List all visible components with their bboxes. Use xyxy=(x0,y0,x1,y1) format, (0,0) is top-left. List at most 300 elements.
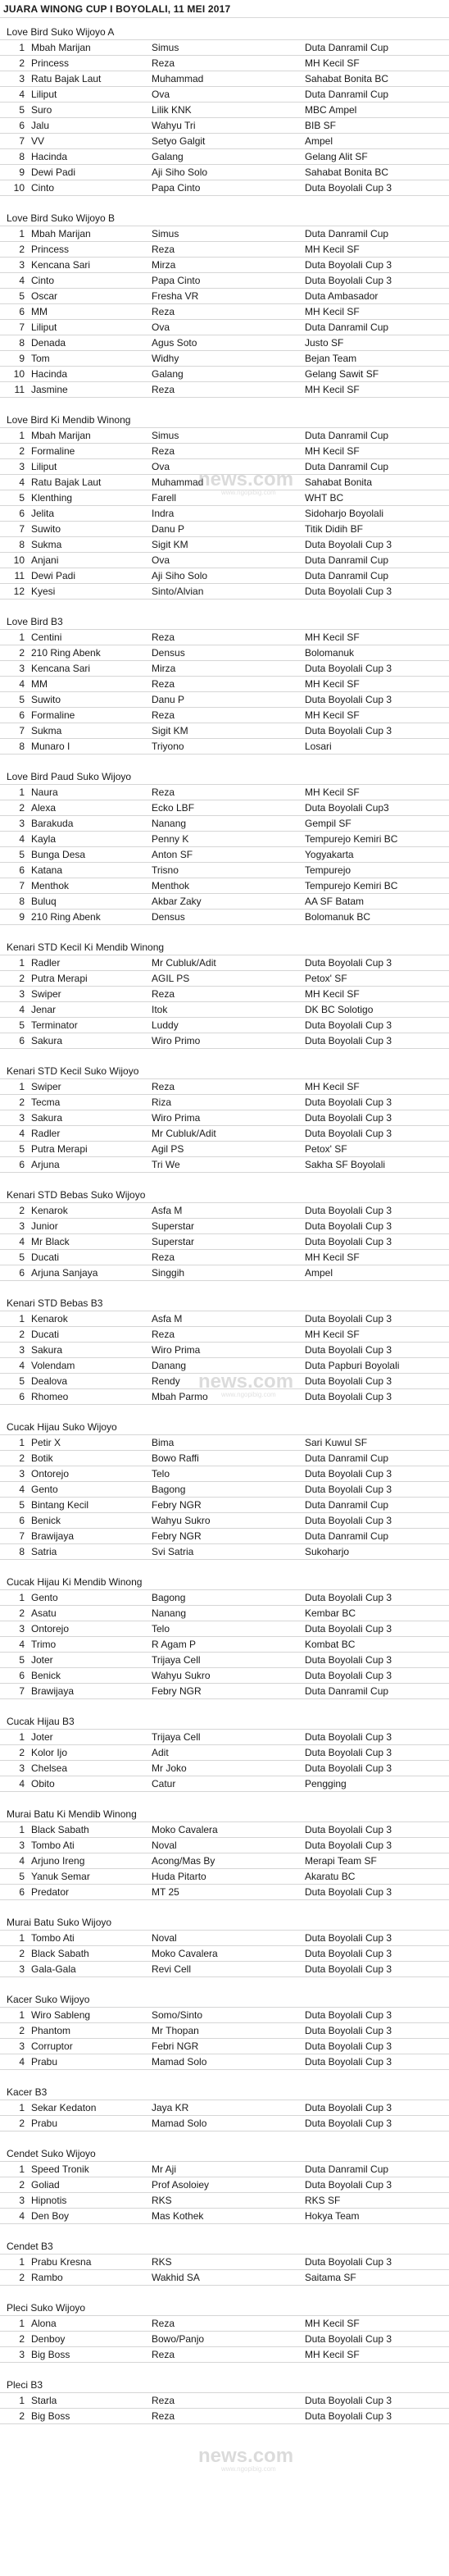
table-row xyxy=(0,738,449,755)
team-cell: MH Kecil SF xyxy=(305,244,360,255)
rank-cell: 9 xyxy=(19,166,25,178)
rank-cell: 7 xyxy=(19,1530,25,1542)
section-title: Murai Batu Suko Wijoyo xyxy=(7,1917,112,1928)
table-row xyxy=(0,164,449,180)
section-title: Pleci B3 xyxy=(7,2379,43,2391)
owner-cell: RKS xyxy=(152,2195,172,2206)
owner-cell: Riza xyxy=(152,1097,172,1108)
watermark-logo xyxy=(167,2440,311,2476)
team-cell: BIB SF xyxy=(305,120,337,131)
owner-cell: Jaya KR xyxy=(152,2102,189,2113)
bird-name-cell: Arjuna Sanjaya xyxy=(31,1267,98,1279)
team-cell: Duta Boyolali Cup 3 xyxy=(305,1515,392,1526)
owner-cell: Reza xyxy=(152,678,175,690)
rank-cell: 1 xyxy=(19,1592,25,1603)
results-section xyxy=(0,413,449,600)
owner-cell: Densus xyxy=(152,647,185,659)
team-cell: Bolomanuk xyxy=(305,647,355,659)
bird-name-cell: Denboy xyxy=(31,2333,66,2345)
bird-name-cell: Kencana Sari xyxy=(31,663,91,674)
owner-cell: Trijaya Cell xyxy=(152,1654,201,1666)
bird-name-cell: Benick xyxy=(31,1670,61,1681)
owner-cell: Catur xyxy=(152,1778,176,1790)
owner-cell: Superstar xyxy=(152,1220,195,1232)
section-title: Love Bird Ki Mendib Winong xyxy=(7,414,131,426)
team-cell: Duta Boyolali Cup 3 xyxy=(305,1840,392,1851)
bird-name-cell: Bintang Kecil xyxy=(31,1499,89,1511)
table-row xyxy=(0,39,449,55)
table-row xyxy=(0,2346,449,2363)
rank-cell: 2 xyxy=(19,1329,25,1340)
bird-name-cell: Trimo xyxy=(31,1639,57,1650)
results-section xyxy=(0,2378,449,2424)
rank-cell: 2 xyxy=(19,2410,25,2422)
bird-name-cell: Prabu xyxy=(31,2056,58,2068)
rank-cell: 2 xyxy=(19,1948,25,1959)
table-row xyxy=(0,2208,449,2224)
table-row xyxy=(0,2192,449,2208)
rank-cell: 4 xyxy=(19,833,25,845)
owner-cell: Mr Aji xyxy=(152,2163,176,2175)
table-row xyxy=(0,2177,449,2192)
rank-cell: 3 xyxy=(19,1468,25,1479)
owner-cell: Wahyu Sukro xyxy=(152,1670,211,1681)
team-cell: Duta Boyolali Cup 3 xyxy=(305,1205,392,1216)
owner-cell: Tri We xyxy=(152,1159,180,1170)
table-row xyxy=(0,1744,449,1760)
owner-cell: Akbar Zaky xyxy=(152,896,202,907)
table-row xyxy=(0,1141,449,1156)
team-cell: Tempurejo Kemiri BC xyxy=(305,833,398,845)
bird-name-cell: Naura xyxy=(31,786,58,798)
team-cell: Duta Boyolali Cup 3 xyxy=(305,2025,392,2036)
team-cell: Petox' SF xyxy=(305,973,347,984)
rank-cell: 4 xyxy=(19,1778,25,1790)
owner-cell: Moko Cavalera xyxy=(152,1824,218,1835)
section-title: Love Bird Suko Wijoyo A xyxy=(7,26,115,38)
owner-cell: RKS xyxy=(152,2256,172,2268)
results-table xyxy=(0,2254,449,2286)
rank-cell: 2 xyxy=(19,2272,25,2283)
team-cell: Duta Boyolali Cup 3 xyxy=(305,2056,392,2068)
bird-name-cell: Alexa xyxy=(31,802,57,814)
bird-name-cell: Princess xyxy=(31,57,70,69)
bird-name-cell: Sakura xyxy=(31,1112,63,1124)
owner-cell: Ova xyxy=(152,89,170,100)
rank-cell: 6 xyxy=(19,1670,25,1681)
owner-cell: Mamad Solo xyxy=(152,2056,207,2068)
team-cell: Duta Boyolali Cup 3 xyxy=(305,663,392,674)
table-row xyxy=(0,180,449,196)
rank-cell: 4 xyxy=(19,1855,25,1867)
bird-name-cell: Goliad xyxy=(31,2179,60,2191)
owner-cell: Reza xyxy=(152,2410,175,2422)
table-row xyxy=(0,1512,449,1528)
rank-cell: 11 xyxy=(14,384,25,395)
team-cell: Merapi Team SF xyxy=(305,1855,377,1867)
results-section xyxy=(0,2146,449,2224)
bird-name-cell: Kenarok xyxy=(31,1313,68,1324)
bird-name-cell: Asatu xyxy=(31,1607,57,1619)
table-row xyxy=(0,1589,449,1605)
rank-cell: 1 xyxy=(19,1932,25,1944)
bird-name-cell: Gento xyxy=(31,1484,58,1495)
table-row xyxy=(0,955,449,970)
results-table xyxy=(0,629,449,755)
results-table xyxy=(0,1434,449,1560)
results-table xyxy=(0,1311,449,1405)
team-cell: Duta Danramil Cup xyxy=(305,42,389,53)
rank-cell: 4 xyxy=(19,275,25,286)
team-cell: MH Kecil SF xyxy=(305,384,360,395)
owner-cell: Mr Thopan xyxy=(152,2025,199,2036)
table-row xyxy=(0,1326,449,1342)
table-row xyxy=(0,970,449,986)
table-row xyxy=(0,1342,449,1357)
table-row xyxy=(0,505,449,521)
owner-cell: Sigit KM xyxy=(152,539,188,550)
rank-cell: 9 xyxy=(19,353,25,364)
owner-cell: Papa Cinto xyxy=(152,275,201,286)
bird-name-cell: Dewi Padi xyxy=(31,570,76,581)
table-row xyxy=(0,568,449,583)
table-row xyxy=(0,691,449,707)
rank-cell: 2 xyxy=(19,244,25,255)
bird-name-cell: Black Sabath xyxy=(31,1948,89,1959)
team-cell: Duta Boyolali Cup 3 xyxy=(305,1128,392,1139)
section-title: Kacer B3 xyxy=(7,2086,48,2098)
rank-cell: 6 xyxy=(19,508,25,519)
rank-cell: 6 xyxy=(19,1886,25,1898)
team-cell: Duta Boyolali Cup 3 xyxy=(305,1731,392,1743)
team-cell: Duta Boyolali Cup 3 xyxy=(305,1932,392,1944)
rank-cell: 5 xyxy=(19,1143,25,1155)
results-table xyxy=(0,1078,449,1173)
owner-cell: Sinto/Alvian xyxy=(152,586,204,597)
results-table xyxy=(0,955,449,1049)
owner-cell: Papa Cinto xyxy=(152,182,201,194)
team-cell: Duta Boyolali Cup 3 xyxy=(305,957,392,969)
team-cell: Duta Boyolali Cup 3 xyxy=(305,2333,392,2345)
owner-cell: Ova xyxy=(152,321,170,333)
table-row xyxy=(0,815,449,831)
results-section xyxy=(0,1420,449,1560)
team-cell: MH Kecil SF xyxy=(305,57,360,69)
team-cell: MH Kecil SF xyxy=(305,1252,360,1263)
results-section xyxy=(0,940,449,1049)
table-row xyxy=(0,2315,449,2331)
owner-cell: Reza xyxy=(152,2349,175,2360)
results-section xyxy=(0,1064,449,1173)
table-row xyxy=(0,2331,449,2346)
section-title: Kacer Suko Wijoyo xyxy=(7,1994,90,2005)
table-row xyxy=(0,1821,449,1837)
rank-cell: 2 xyxy=(19,1205,25,1216)
table-row xyxy=(0,490,449,505)
table-row xyxy=(0,878,449,893)
table-row xyxy=(0,458,449,474)
bird-name-cell: Brawijaya xyxy=(31,1685,75,1697)
team-cell: MH Kecil SF xyxy=(305,988,360,1000)
team-cell: MBC Ampel xyxy=(305,104,357,116)
bird-name-cell: Petir X xyxy=(31,1437,61,1448)
team-cell: MH Kecil SF xyxy=(305,1329,360,1340)
owner-cell: Reza xyxy=(152,1081,175,1092)
team-cell: Duta Boyolali Cup 3 xyxy=(305,1236,392,1247)
team-cell: Duta Boyolali Cup 3 xyxy=(305,2102,392,2113)
bird-name-cell: Tecma xyxy=(31,1097,61,1108)
section-title: Murai Batu Ki Mendib Winong xyxy=(7,1808,137,1820)
bird-name-cell: Dewi Padi xyxy=(31,166,76,178)
bird-name-cell: MM xyxy=(31,306,48,317)
table-row xyxy=(0,133,449,148)
owner-cell: Reza xyxy=(152,57,175,69)
bird-name-cell: Tombo Ati xyxy=(31,1840,75,1851)
team-cell: MH Kecil SF xyxy=(305,678,360,690)
owner-cell: Muhammad xyxy=(152,73,204,84)
table-row xyxy=(0,1033,449,1049)
results-section xyxy=(0,614,449,755)
rank-cell: 3 xyxy=(19,1963,25,1975)
rank-cell: 1 xyxy=(19,430,25,441)
team-cell: Duta Boyolali Cup 3 xyxy=(305,1654,392,1666)
results-section xyxy=(0,1915,449,1977)
rank-cell: 5 xyxy=(19,694,25,705)
bird-name-cell: Rhomeo xyxy=(31,1391,69,1402)
results-table xyxy=(0,427,449,600)
team-cell: Duta Ambasador xyxy=(305,290,379,302)
table-row xyxy=(0,1884,449,1900)
owner-cell: AGIL PS xyxy=(152,973,190,984)
rank-cell: 3 xyxy=(19,2349,25,2360)
bird-name-cell: Gento xyxy=(31,1592,58,1603)
team-cell: RKS SF xyxy=(305,2195,341,2206)
team-cell: Gelang Sawit SF xyxy=(305,368,379,380)
bird-name-cell: Liliput xyxy=(31,461,57,472)
bird-name-cell: Ratu Bajak Laut xyxy=(31,73,102,84)
table-row xyxy=(0,335,449,350)
owner-cell: Huda Pitarto xyxy=(152,1871,206,1882)
team-cell: Duta Boyolali Cup 3 xyxy=(305,1762,392,1774)
results-table xyxy=(0,1589,449,1699)
rank-cell: 5 xyxy=(19,1252,25,1263)
results-section xyxy=(0,2085,449,2131)
team-cell: MH Kecil SF xyxy=(305,306,360,317)
team-cell: MH Kecil SF xyxy=(305,631,360,643)
team-cell: Bejan Team xyxy=(305,353,357,364)
team-cell: Duta Boyolali Cup 3 xyxy=(305,1313,392,1324)
owner-cell: Reza xyxy=(152,306,175,317)
team-cell: Duta Danramil Cup xyxy=(305,570,389,581)
section-title: Kenari STD Kecil Ki Mendib Winong xyxy=(7,941,165,953)
bird-name-cell: Ontorejo xyxy=(31,1468,70,1479)
table-row xyxy=(0,1760,449,1776)
owner-cell: Setyo Galgit xyxy=(152,135,206,147)
table-row xyxy=(0,1218,449,1233)
bird-name-cell: Formaline xyxy=(31,445,75,457)
table-row xyxy=(0,350,449,366)
owner-cell: Noval xyxy=(152,1840,177,1851)
table-row xyxy=(0,2254,449,2269)
team-cell: Sukoharjo xyxy=(305,1546,350,1557)
owner-cell: Itok xyxy=(152,1004,168,1015)
rank-cell: 3 xyxy=(19,73,25,84)
owner-cell: Nanang xyxy=(152,1607,187,1619)
owner-cell: Mr Cubluk/Adit xyxy=(152,957,216,969)
owner-cell: Wahyu Tri xyxy=(152,120,196,131)
bird-name-cell: Anjani xyxy=(31,554,59,566)
bird-name-cell: Hacinda xyxy=(31,368,68,380)
bird-name-cell: Ratu Bajak Laut xyxy=(31,476,102,488)
owner-cell: Reza xyxy=(152,988,175,1000)
team-cell: MH Kecil SF xyxy=(305,786,360,798)
rank-cell: 7 xyxy=(19,880,25,891)
team-cell: Gelang Alit SF xyxy=(305,151,368,162)
owner-cell: Bagong xyxy=(152,1484,186,1495)
owner-cell: Telo xyxy=(152,1623,170,1635)
section-title: Pleci Suko Wijoyo xyxy=(7,2302,86,2314)
rank-cell: 9 xyxy=(19,911,25,923)
table-row xyxy=(0,1017,449,1033)
rank-cell: 5 xyxy=(19,104,25,116)
team-cell: Duta Boyolali Cup 3 xyxy=(305,1344,392,1356)
bird-name-cell: Mbah Marijan xyxy=(31,228,91,239)
team-cell: Duta Boyolali Cup 3 xyxy=(305,539,392,550)
owner-cell: Aji Siho Solo xyxy=(152,570,208,581)
team-cell: Duta Boyolali Cup 3 xyxy=(305,1592,392,1603)
owner-cell: Trisno xyxy=(152,864,179,876)
owner-cell: Reza xyxy=(152,709,175,721)
rank-cell: 3 xyxy=(19,461,25,472)
bird-name-cell: Benick xyxy=(31,1515,61,1526)
owner-cell: Reza xyxy=(152,631,175,643)
team-cell: Yogyakarta xyxy=(305,849,354,860)
rank-cell: 11 xyxy=(14,570,25,581)
table-row xyxy=(0,272,449,288)
owner-cell: Agus Soto xyxy=(152,337,197,349)
table-row xyxy=(0,2007,449,2022)
rank-cell: 5 xyxy=(19,849,25,860)
section-title: Cendet B3 xyxy=(7,2241,53,2252)
rank-cell: 4 xyxy=(19,1128,25,1139)
table-row xyxy=(0,986,449,1001)
owner-cell: Adit xyxy=(152,1747,169,1758)
team-cell: MH Kecil SF xyxy=(305,2349,360,2360)
rank-cell: 8 xyxy=(19,151,25,162)
table-row xyxy=(0,2392,449,2408)
rank-cell: 6 xyxy=(19,1035,25,1046)
rank-cell: 4 xyxy=(19,1004,25,1015)
team-cell: MH Kecil SF xyxy=(305,2318,360,2329)
table-row xyxy=(0,645,449,660)
bird-name-cell: Buluq xyxy=(31,896,57,907)
table-row xyxy=(0,800,449,815)
table-row xyxy=(0,427,449,443)
team-cell: Duta Boyolali Cup 3 xyxy=(305,275,392,286)
team-cell: Duta Boyolali Cup 3 xyxy=(305,1948,392,1959)
owner-cell: Luddy xyxy=(152,1019,179,1031)
rank-cell: 7 xyxy=(19,725,25,736)
owner-cell: Trijaya Cell xyxy=(152,1731,201,1743)
team-cell: Duta Boyolali Cup 3 xyxy=(305,1112,392,1124)
team-cell: Duta Boyolali Cup 3 xyxy=(305,2395,392,2406)
rank-cell: 7 xyxy=(19,135,25,147)
rank-cell: 4 xyxy=(19,1236,25,1247)
team-cell: Duta Danramil Cup xyxy=(305,461,389,472)
team-cell: Duta Boyolali Cup 3 xyxy=(305,182,392,194)
owner-cell: Mr Cubluk/Adit xyxy=(152,1128,216,1139)
rank-cell: 3 xyxy=(19,1623,25,1635)
team-cell: Duta Boyolali Cup 3 xyxy=(305,259,392,271)
bird-name-cell: Black Sabath xyxy=(31,1824,89,1835)
rank-cell: 1 xyxy=(19,2009,25,2021)
bird-name-cell: Ducati xyxy=(31,1252,60,1263)
bird-name-cell: Radler xyxy=(31,957,61,969)
bird-name-cell: Chelsea xyxy=(31,1762,68,1774)
table-row xyxy=(0,2161,449,2177)
team-cell: Saitama SF xyxy=(305,2272,356,2283)
bird-name-cell: Gala-Gala xyxy=(31,1963,76,1975)
bird-name-cell: VV xyxy=(31,135,45,147)
team-cell: Sahabat Bonita xyxy=(305,476,373,488)
table-row xyxy=(0,1094,449,1110)
table-row xyxy=(0,1481,449,1497)
section-title: Love Bird Suko Wijoyo B xyxy=(7,212,116,224)
team-cell: Duta Danramil Cup xyxy=(305,1530,389,1542)
bird-name-cell: Tombo Ati xyxy=(31,1932,75,1944)
bird-name-cell: Dealova xyxy=(31,1375,68,1387)
rank-cell: 1 xyxy=(19,1313,25,1324)
team-cell: Kombat BC xyxy=(305,1639,356,1650)
section-title: Cucak Hijau Ki Mendib Winong xyxy=(7,1576,143,1588)
table-row xyxy=(0,2022,449,2038)
bird-name-cell: Putra Merapi xyxy=(31,973,88,984)
owner-cell: Aji Siho Solo xyxy=(152,166,208,178)
table-row xyxy=(0,2269,449,2286)
team-cell: Gempil SF xyxy=(305,818,351,829)
team-cell: Duta Boyolali Cup 3 xyxy=(305,1963,392,1975)
rank-cell: 6 xyxy=(19,1515,25,1526)
rank-cell: 1 xyxy=(19,1437,25,1448)
results-table xyxy=(0,1729,449,1792)
rank-cell: 1 xyxy=(19,2163,25,2175)
table-row xyxy=(0,117,449,133)
bird-name-cell: 210 Ring Abenk xyxy=(31,911,101,923)
table-row xyxy=(0,86,449,102)
owner-cell: Reza xyxy=(152,244,175,255)
owner-cell: Triyono xyxy=(152,741,184,752)
team-cell: Duta Danramil Cup xyxy=(305,1452,389,1464)
bird-name-cell: Sukma xyxy=(31,725,62,736)
results-table xyxy=(0,226,449,398)
rank-cell: 7 xyxy=(19,321,25,333)
bird-name-cell: Jasmine xyxy=(31,384,68,395)
owner-cell: Wiro Prima xyxy=(152,1112,201,1124)
bird-name-cell: Rambo xyxy=(31,2272,63,2283)
team-cell: Duta Danramil Cup xyxy=(305,228,389,239)
watermark-subtext: www.ngopibig.com xyxy=(221,489,276,496)
table-row xyxy=(0,1543,449,1560)
bird-name-cell: Ducati xyxy=(31,1329,60,1340)
team-cell: Sidoharjo Boyolali xyxy=(305,508,384,519)
table-row xyxy=(0,1450,449,1466)
team-cell: Justo SF xyxy=(305,337,344,349)
table-row xyxy=(0,55,449,71)
owner-cell: Agil PS xyxy=(152,1143,184,1155)
rank-cell: 4 xyxy=(19,1484,25,1495)
results-section xyxy=(0,1188,449,1281)
table-row xyxy=(0,846,449,862)
